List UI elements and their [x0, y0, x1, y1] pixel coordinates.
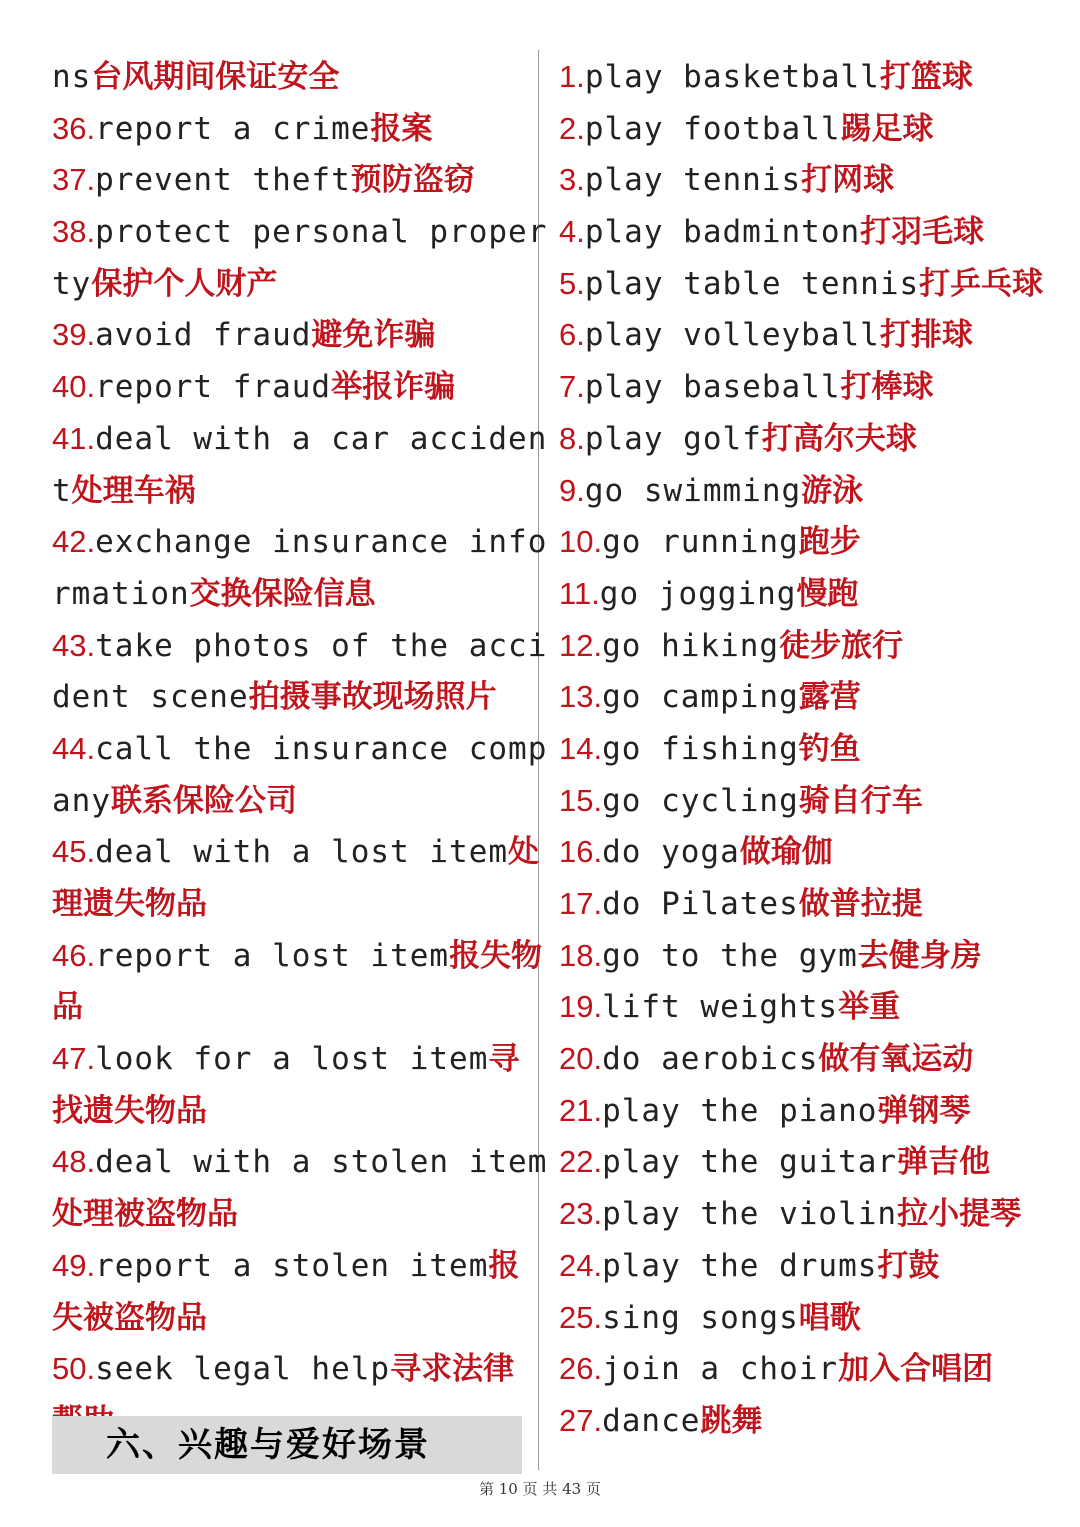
- vocab-number: 26.: [559, 1351, 603, 1387]
- vocab-english: play baseball: [584, 369, 841, 406]
- vocab-line: [559, 309, 1059, 361]
- vocab-number: 2.: [559, 110, 585, 146]
- vocab-line: [52, 1085, 522, 1137]
- vocab-chinese: 打乒乓球: [919, 265, 1044, 302]
- vocab-english: do Pilates: [602, 886, 799, 922]
- vocab-english: t: [52, 472, 72, 509]
- vocab-english: report a lost item: [95, 937, 450, 974]
- vocab-number: 49.: [52, 1247, 96, 1283]
- vocab-line: [52, 671, 522, 723]
- vocab-chinese: 加入合唱团: [838, 1351, 994, 1388]
- vocab-number: 1.: [559, 59, 585, 94]
- vocab-english: go fishing: [602, 730, 799, 767]
- vocab-line: [52, 413, 548, 465]
- vocab-chinese: 处: [508, 834, 540, 871]
- vocab-english: play volleyball: [584, 317, 880, 354]
- vocab-number: 15.: [559, 782, 603, 818]
- right-column: [559, 51, 1059, 1447]
- vocab-line: [52, 1292, 522, 1344]
- vocab-line: [559, 361, 1059, 413]
- vocab-number: 44.: [52, 730, 96, 766]
- vocab-english: go hiking: [602, 627, 780, 664]
- vocab-number: 21.: [559, 1092, 603, 1128]
- vocab-line: [52, 465, 522, 517]
- vocab-line: [52, 51, 522, 103]
- vocab-number: 12.: [559, 627, 603, 663]
- vocab-english: play the piano: [602, 1092, 878, 1129]
- vocab-english: go running: [602, 524, 799, 561]
- vocab-chinese: 做有氧运动: [818, 1041, 974, 1078]
- vocab-line: [52, 826, 540, 878]
- vocab-english: dent scene: [52, 679, 249, 716]
- vocab-chinese: 徒步旅行: [779, 627, 904, 664]
- vocab-english: call the insurance comp: [95, 730, 548, 767]
- vocab-english: protect personal proper: [95, 214, 548, 251]
- vocab-english: do yoga: [602, 834, 740, 871]
- vocab-english: exchange insurance info: [95, 524, 548, 561]
- left-column: [52, 51, 548, 1447]
- vocab-chinese: 找遗失物品: [52, 1092, 207, 1129]
- vocab-number: 36.: [52, 110, 96, 146]
- vocab-number: 18.: [559, 937, 603, 973]
- vocab-line: [559, 258, 1059, 310]
- vocab-line: [559, 775, 1059, 827]
- vocab-english: lift weights: [602, 989, 839, 1026]
- vocab-line: [559, 51, 1059, 103]
- vocab-chinese: 打羽毛球: [860, 214, 985, 251]
- vocab-number: 41.: [52, 420, 96, 456]
- page-footer: 第 10 页 共 43 页: [478, 1480, 601, 1498]
- vocab-english: play golf: [584, 420, 762, 457]
- vocab-english: do aerobics: [602, 1041, 819, 1078]
- vocab-chinese: 处理车祸: [71, 472, 196, 509]
- vocab-chinese: 踢足球: [840, 110, 934, 147]
- vocab-chinese: 预防盗窃: [350, 162, 475, 199]
- vocab-number: 43.: [52, 627, 96, 663]
- vocab-number: 50.: [52, 1351, 96, 1387]
- vocab-number: 23.: [559, 1196, 603, 1232]
- vocab-number: 20.: [559, 1041, 603, 1077]
- vocab-number: 4.: [559, 214, 585, 250]
- vocab-english: rmation: [52, 575, 190, 612]
- vocab-number: 42.: [52, 524, 96, 560]
- vocab-english: go to the gym: [602, 937, 858, 974]
- vocab-chinese: 报案: [370, 110, 433, 147]
- vocab-chinese: 举报诈骗: [331, 369, 456, 406]
- vocab-line: [559, 206, 1059, 258]
- vocab-number: 17.: [559, 886, 603, 921]
- vocab-number: 13.: [559, 679, 603, 715]
- vocab-line: [52, 1343, 522, 1395]
- vocab-chinese: 钓鱼: [798, 730, 861, 767]
- vocab-chinese: 处理被盗物品: [52, 1196, 238, 1233]
- vocab-line: [52, 981, 522, 1033]
- vocab-english: go swimming: [584, 472, 802, 509]
- vocab-line: [559, 516, 1059, 568]
- vocab-chinese: 打排球: [879, 317, 973, 354]
- vocab-chinese: 露营: [798, 679, 861, 716]
- vocab-line: [52, 361, 522, 413]
- vocab-english: play tennis: [584, 162, 802, 199]
- vocab-english: play football: [584, 110, 841, 147]
- vocab-number: 14.: [559, 730, 603, 766]
- vocab-chinese: 报失物: [449, 937, 543, 974]
- vocab-chinese: 跳舞: [700, 1402, 763, 1439]
- vocab-english: any: [52, 782, 111, 819]
- vocab-line: [559, 620, 1059, 672]
- vocab-line: [559, 878, 1059, 930]
- vocab-chinese: 寻求法律: [390, 1351, 515, 1388]
- vocab-english: play basketball: [584, 59, 880, 95]
- vocab-chinese: 打鼓: [877, 1247, 940, 1284]
- vocab-line: [52, 723, 548, 775]
- vocab-english: report a crime: [95, 110, 371, 147]
- vocab-line: [52, 309, 522, 361]
- vocab-line: [559, 1188, 1059, 1240]
- vocab-number: 24.: [559, 1247, 603, 1283]
- vocab-chinese: 游泳: [801, 472, 864, 509]
- vocab-number: 25.: [559, 1299, 603, 1335]
- vocab-english: prevent theft: [95, 162, 351, 199]
- vocab-chinese: 骑自行车: [798, 782, 923, 819]
- vocab-english: report a stolen item: [95, 1247, 489, 1284]
- vocab-number: 16.: [559, 834, 603, 870]
- vocab-line: [559, 568, 1059, 620]
- vocab-line: [559, 930, 1059, 982]
- vocab-number: 45.: [52, 834, 96, 870]
- vocab-chinese: 跑步: [798, 524, 861, 561]
- vocab-english: take photos of the acci: [95, 627, 548, 664]
- vocab-chinese: 打棒球: [840, 369, 934, 406]
- vocab-english: go cycling: [602, 782, 799, 819]
- vocab-number: 7.: [559, 369, 585, 405]
- vocab-number: 47.: [52, 1041, 96, 1077]
- vocab-chinese: 弹吉他: [897, 1144, 991, 1181]
- vocab-number: 22.: [559, 1144, 603, 1180]
- vocab-number: 6.: [559, 317, 585, 353]
- vocab-chinese: 做瑜伽: [739, 834, 833, 871]
- vocab-line: [52, 1240, 522, 1292]
- vocab-english: play the guitar: [602, 1144, 898, 1181]
- vocab-chinese: 品: [52, 989, 83, 1026]
- vocab-english: join a choir: [602, 1351, 839, 1388]
- vocab-chinese: 做普拉提: [798, 886, 923, 922]
- vocab-chinese: 报: [488, 1247, 520, 1284]
- vocab-line: [559, 981, 1059, 1033]
- vocab-english: play the drums: [602, 1247, 878, 1284]
- vocab-chinese: 拉小提琴: [897, 1196, 1022, 1233]
- vocab-english: play the violin: [602, 1196, 898, 1233]
- vocab-line: [52, 1188, 522, 1240]
- vocab-line: [559, 1240, 1059, 1292]
- vocab-line: [52, 103, 522, 155]
- vocab-line: [52, 206, 548, 258]
- vocab-chinese: 唱歌: [798, 1299, 861, 1336]
- vocab-chinese: 理遗失物品: [52, 886, 207, 922]
- vocab-line: [52, 1033, 522, 1085]
- vocab-number: 40.: [52, 369, 96, 405]
- vocab-chinese: 避免诈骗: [311, 317, 436, 354]
- vocab-chinese: 打篮球: [879, 59, 973, 95]
- vocab-line: [559, 154, 1059, 206]
- vocab-chinese: 联系保险公司: [111, 782, 297, 819]
- vocab-line: [52, 258, 522, 310]
- vocab-chinese: 举重: [838, 989, 901, 1026]
- vocab-line: [52, 775, 522, 827]
- vocab-english: go camping: [602, 679, 799, 716]
- vocab-english: play table tennis: [584, 265, 920, 302]
- vocab-line: [559, 1395, 1059, 1447]
- vocab-line: [52, 568, 522, 620]
- vocab-english: report fraud: [95, 369, 332, 406]
- vocab-number: 39.: [52, 317, 96, 353]
- vocab-line: [559, 103, 1059, 155]
- vocab-chinese: 台风期间保证安全: [91, 59, 340, 95]
- vocab-chinese: 拍摄事故现场照片: [248, 679, 497, 716]
- vocab-line: [52, 930, 543, 982]
- vocab-line: [559, 465, 1059, 517]
- vocab-english: deal with a car acciden: [95, 420, 548, 457]
- vocab-chinese: 去健身房: [857, 937, 982, 974]
- vocab-line: [52, 154, 522, 206]
- vocab-chinese: 打网球: [801, 162, 895, 199]
- vocab-line: [559, 1292, 1059, 1344]
- vocab-english: seek legal help: [95, 1351, 391, 1388]
- vocab-number: 48.: [52, 1144, 96, 1180]
- vocab-number: 11.: [559, 575, 600, 611]
- vocab-english: sing songs: [602, 1299, 799, 1336]
- vocab-english: play badminton: [584, 214, 861, 251]
- vocab-english: deal with a stolen item: [95, 1144, 548, 1181]
- vocab-line: [52, 1136, 548, 1188]
- vocab-number: 38.: [52, 214, 96, 250]
- vocab-number: 19.: [559, 989, 603, 1025]
- vocab-chinese: 失被盗物品: [52, 1299, 207, 1336]
- vocab-number: 9.: [559, 472, 585, 508]
- vocab-english: go jogging: [599, 575, 797, 612]
- vocab-line: [52, 878, 522, 930]
- vocab-line: [52, 516, 548, 568]
- vocab-number: 10.: [559, 524, 603, 560]
- vocab-chinese: 寻: [488, 1041, 520, 1078]
- vocab-chinese: 弹钢琴: [877, 1092, 971, 1129]
- vocab-line: [559, 413, 1059, 465]
- vocab-line: [52, 620, 548, 672]
- vocab-number: 3.: [559, 162, 585, 198]
- vocab-line: [559, 826, 1059, 878]
- vocab-line: [559, 671, 1059, 723]
- vocab-line: [559, 1343, 1059, 1395]
- vocab-english: dance: [602, 1402, 701, 1439]
- section-heading: 六、兴趣与爱好场景: [52, 1416, 522, 1474]
- vocab-line: [559, 723, 1059, 775]
- vocab-english: ns: [52, 59, 92, 95]
- vocab-english: look for a lost item: [95, 1041, 489, 1078]
- vocab-english: avoid fraud: [95, 317, 312, 354]
- vocab-chinese: 交换保险信息: [189, 575, 376, 612]
- vocab-number: 27.: [559, 1402, 603, 1438]
- vocab-number: 8.: [559, 420, 585, 456]
- vocab-chinese: 打高尔夫球: [761, 420, 917, 457]
- vocab-number: 37.: [52, 162, 96, 198]
- vocab-line: [559, 1085, 1059, 1137]
- vocab-english: ty: [52, 265, 92, 302]
- vocab-chinese: 慢跑: [796, 575, 859, 612]
- vocab-english: deal with a lost item: [95, 834, 509, 871]
- vocab-number: 46.: [52, 937, 96, 973]
- vocab-number: 5.: [559, 265, 585, 301]
- vocab-line: [559, 1033, 1059, 1085]
- vocab-line: [559, 1136, 1059, 1188]
- vocab-chinese: 保护个人财产: [91, 265, 278, 302]
